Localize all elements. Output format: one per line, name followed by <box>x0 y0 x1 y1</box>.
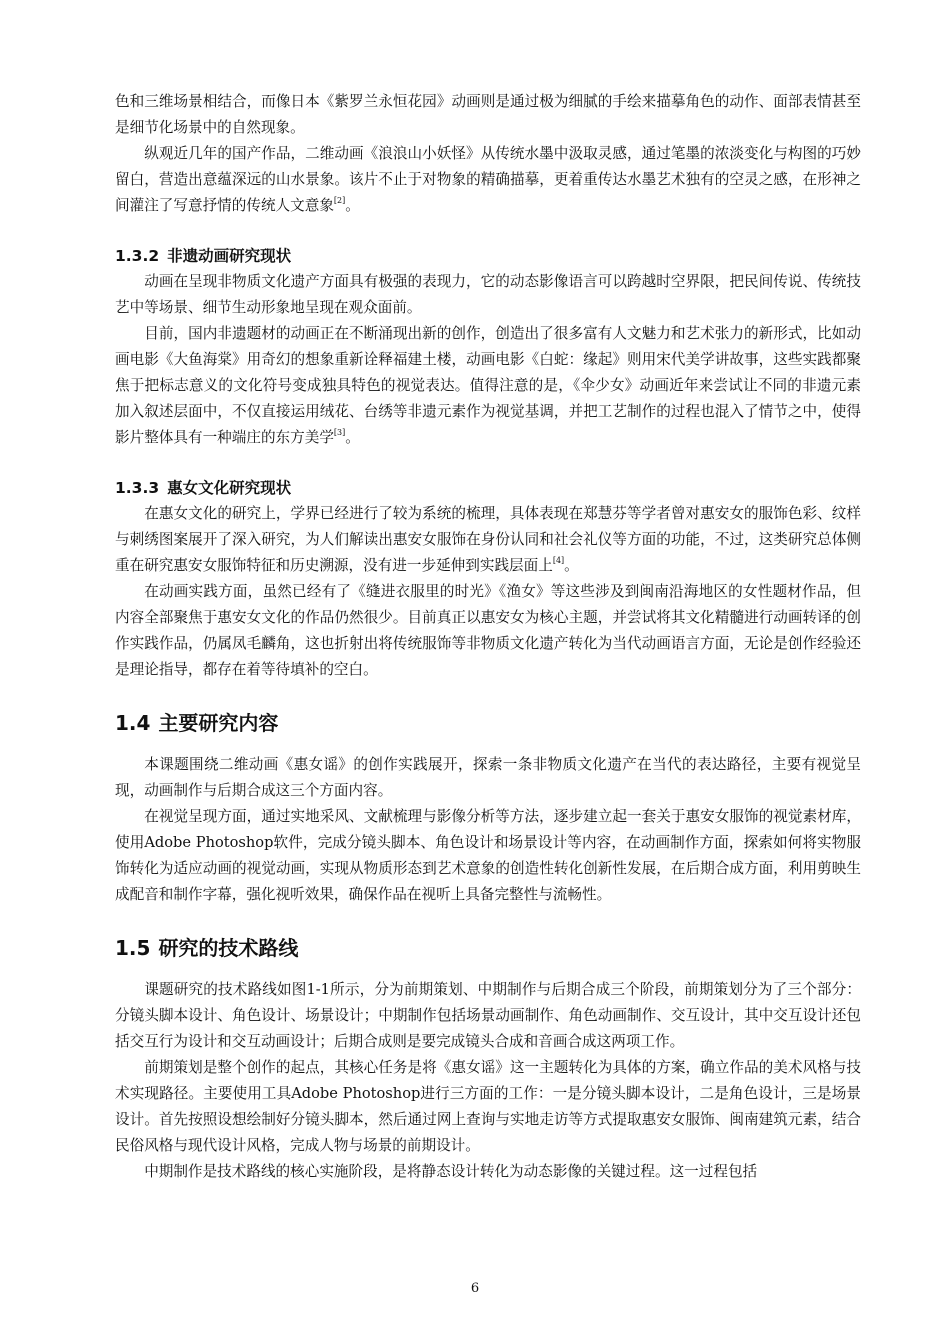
heading-title: 非遗动画研究现状 <box>167 247 292 265</box>
citation-ref: [3] <box>333 428 346 437</box>
citation-ref: [2] <box>333 196 346 205</box>
paragraph: 动画在呈现非物质文化遗产方面具有极强的表现力，它的动态影像语言可以跨越时空界限，把民间传说、传统技艺中等场景、细节生动形象地呈现在观众面前。 <box>115 273 861 316</box>
paragraph: 前期策划是整个创作的起点，其核心任务是将《惠女谣》这一主题转化为具体的方案，确立作品的美术风格与技术实现路径。主要使用工具Adobe Photoshop进行三方面的工作：一是分镜头脚本设计，二是角色设计，三是场景设计。首先按照设想绘制好分镜头脚本，然后通过网上查询与实地走访等方式提取惠安女服饰、闽南建筑元素，结合民俗风格与现代设计风格，完成人物与场景的前期设计。 <box>115 1059 861 1154</box>
section-heading-1-3-3 <box>115 475 861 501</box>
paragraph: 中期制作是技术路线的核心实施阶段，是将静态设计转化为动态影像的关键过程。这一过程包括 <box>144 1163 758 1180</box>
paragraph: 在惠女文化的研究上，学界已经进行了较为系统的梳理，具体表现在郑慧芬等学者曾对惠安女的服饰色彩、纹样与刺绣图案展开了深入研究，为人们解读出惠安女服饰在身份认同和社会礼仪等方面的功能，不过，这类研究总体侧重在研究惠安女服饰特征和历史溯源，没有进一步延伸到实践层面上[4]。 <box>115 505 861 574</box>
paragraph: 目前，国内非遗题材的动画正在不断涌现出新的创作，创造出了很多富有人文魅力和艺术张力的新形式，比如动画电影《大鱼海棠》用奇幻的想象重新诠释福建土楼，动画电影《白蛇：缘起》则用宋代美学讲故事，这些实践都聚焦于把标志意义的文化符号变成独具特色的视觉表达。值得注意的是，《伞少女》动画近年来尝试让不同的非遗元素加入叙述层面中，不仅直接运用绒花、台绣等非遗元素作为视觉基调，并把工艺制作的过程也混入了情节之中，使得影片整体具有一种端庄的东方美学[3]。 <box>115 325 861 446</box>
section-heading-1-4 <box>115 708 861 738</box>
paragraph: 纵观近几年的国产作品，二维动画《浪浪山小妖怪》从传统水墨中汲取灵感，通过笔墨的浓淡变化与构图的巧妙留白，营造出意蕴深远的山水景象。该片不止于对物象的精确描摹，更着重传达水墨艺术独有的空灵之感，在形神之间灌注了写意抒情的传统人文意象[2]。 <box>115 145 861 214</box>
citation-ref: [4] <box>552 556 565 565</box>
section-heading-1-3-2 <box>115 243 861 269</box>
heading-title: 主要研究内容 <box>158 711 279 735</box>
heading-title: 惠女文化研究现状 <box>167 479 292 497</box>
paragraph: 本课题围绕二维动画《惠女谣》的创作实践展开，探索一条非物质文化遗产在当代的表达路径，主要有视觉呈现，动画制作与后期合成这三个方面内容。 <box>115 756 861 799</box>
page-number: 6 <box>470 1281 480 1296</box>
heading-number: 1.3.2 <box>115 247 160 265</box>
page-body <box>115 89 861 1185</box>
heading-title: 研究的技术路线 <box>158 936 299 960</box>
paragraph: 课题研究的技术路线如图1-1所示，分为前期策划、中期制作与后期合成三个阶段，前期策划分为了三个部分：分镜头脚本设计、角色设计、场景设计；中期制作包括场景动画制作、角色动画制作、交互设计，其中交互设计还包括交互行为设计和交互动画设计；后期合成则是要完成镜头合成和音画合成这两项工作。 <box>115 981 861 1050</box>
heading-number: 1.4 <box>115 711 151 735</box>
paragraph: 在动画实践方面，虽然已经有了《缝进衣服里的时光》《渔女》等这些涉及到闽南沿海地区的女性题材作品，但内容全部聚焦于惠安女文化的作品仍然很少。目前真正以惠安女为核心主题，并尝试将其文化精髓进行动画转译的创作实践作品，仍属凤毛麟角，这也折射出将传统服饰等非物质文化遗产转化为当代动画语言方面，无论是创作经验还是理论指导，都存在着等待填补的空白。 <box>115 583 861 678</box>
paragraph: 在视觉呈现方面，通过实地采风、文献梳理与影像分析等方法，逐步建立起一套关于惠安女服饰的视觉素材库，使用Adobe Photoshop软件，完成分镜头脚本、角色设计和场景设计等内容，在动画制作方面，探索如何将实物服饰转化为适应动画的视觉动画，实现从物质形态到艺术意象的创造性转化创新性发展，在后期合成方面，利用剪映生成配音和制作字幕，强化视听效果，确保作品在视听上具备完整性与流畅性。 <box>115 808 861 903</box>
heading-number: 1.3.3 <box>115 479 160 497</box>
paragraph: 色和三维场景相结合，而像日本《紫罗兰永恒花园》动画则是通过极为细腻的手绘来描摹角色的动作、面部表情甚至是细节化场景中的自然现象。 <box>115 93 861 136</box>
section-heading-1-5 <box>115 933 861 963</box>
heading-number: 1.5 <box>115 936 151 960</box>
